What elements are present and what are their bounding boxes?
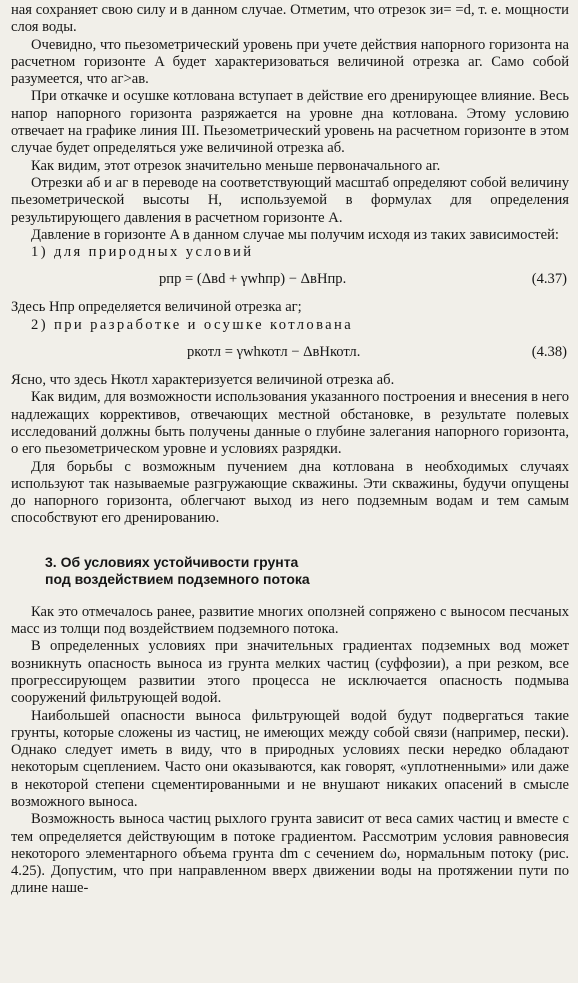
paragraph: Ясно, что здесь Hкотл характеризуется величиной отрезка аб. bbox=[11, 372, 395, 389]
formula-4-37 bbox=[11, 261, 569, 299]
section-title-line-2: под воздействием подземного потока bbox=[45, 570, 310, 587]
formula-expression: pкотл = γwhкотл − ΔвHкотл. bbox=[187, 344, 361, 361]
paragraph: Для борьбы с возможным пучением дна котлована в необходимых случаях используют так называемые разгружающие скважины. Эти скважины, будучи опущены до напорного горизонта, облегчают выход из него подземным водам и тем самым способствуют его дренированию. bbox=[11, 458, 569, 527]
paragraph: Давление в горизонте A в данном случае мы получим исходя из таких зависимостей: bbox=[31, 226, 559, 243]
paragraph: Очевидно, что пьезометрический уровень при учете действия напорного горизонта на расчетном горизонте A будет характеризоваться величиной отрезка аг. Само собой разумеется, что аг>ав. bbox=[11, 36, 569, 88]
paragraph: При откачке и осушке котлована вступает в действие его дренирующее влияние. Весь напор напорного горизонта разряжается на уровне дна котлована. Этому условию отвечает на графике линия III. Пьезометрический уровень на расчетном горизонте в этом случае будет определяться уже величиной отрезка аб. bbox=[11, 88, 569, 157]
paragraph: Наибольшей опасности выноса фильтрующей водой будут подвергаться такие грунты, которые сложены из частиц, не имеющих между собой связи (например, пески). Однако следует иметь в виду, что в природных условиях пески нередко обладают некоторым сцеплением. Часто они оказываются, как говорят, «уплотненными» или даже в некоторой степени сцементированными и не внушают никаких опасений в смысле возможного выноса. bbox=[11, 707, 569, 810]
paragraph: Отрезки аб и аг в переводе на соответствующий масштаб определяют собой величину пьезометрической высоты H, используемой в формулах для определения результирующего давления в расчетном горизонте A. bbox=[11, 174, 569, 226]
formula-4-38 bbox=[11, 334, 569, 372]
list-item-natural-conditions: 1) для природных условий bbox=[31, 244, 254, 261]
formula-expression: pпр = (Δвd + γwhпр) − ΔвHпр. bbox=[159, 271, 347, 288]
paragraph: Возможность выноса частиц рыхлого грунта зависит от веса самих частиц и вместе с тем определяется действующим в потоке градиентом. Рассмотрим условия равновесия некоторого элементарного объема грунта dm с сечением dω, нормальным потоку (рис. 4.25). Допустим, что при направленном вверх движении воды на протяжении пути по длине наше- bbox=[11, 811, 569, 897]
paragraph: Как видим, для возможности использования указанного построения и внесения в него надлежащих коррективов, отвечающих местной обстановке, в результате полевых исследований должны быть получены данные о глубине залегания напорного горизонта, о его пьезометрическом уровне и условиях разрядки. bbox=[11, 389, 569, 458]
section-heading bbox=[11, 554, 569, 588]
section-title-line-1: 3. Об условиях устойчивости грунта bbox=[45, 553, 299, 570]
formula-number: (4.37) bbox=[531, 271, 567, 288]
paragraph: Здесь Hпр определяется величиной отрезка аг; bbox=[11, 299, 302, 316]
paragraph: В определенных условиях при значительных градиентах подземных вод может возникнуть опасность выноса из грунта мелких частиц (суффозии), а при резком, все прогрессирующем развитии этого процесса не исключается опасность подмыва сооружений фильтрующей водой. bbox=[11, 638, 569, 707]
list-item-excavation: 2) при разработке и осушке котлована bbox=[31, 316, 354, 333]
formula-number: (4.38) bbox=[531, 344, 567, 361]
paragraph: Как видим, этот отрезок значительно меньше первоначального аг. bbox=[31, 157, 441, 174]
paragraph-continued: ная сохраняет свою силу и в данном случае. Отметим, что отрезок зи= =d, т. е. мощности слоя воды. bbox=[11, 2, 569, 36]
paragraph: Как это отмечалось ранее, развитие многих оползней сопряжено с выносом песчаных масс из толщи под воздействием подземного потока. bbox=[11, 603, 569, 638]
